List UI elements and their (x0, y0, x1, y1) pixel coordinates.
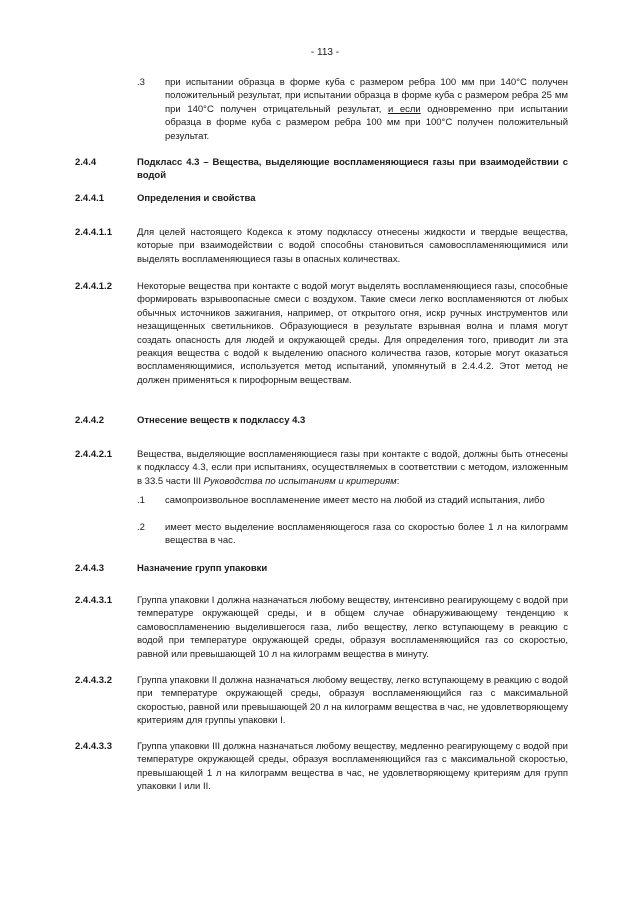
paragraph-number: 2.4.4.3.2 (75, 675, 112, 686)
paragraph-text: Для целей настоящего Кодекса к этому подклассу отнесены жидкости и твердые вещества, которые при взаимодействии с водой способны становиться самовоспламеняющимися или выделять воспламеняющиеся газы в опасных количествах. (137, 227, 568, 265)
paragraph-2-4-4-3-1 (75, 594, 568, 661)
paragraph-2-4-4-3-2 (75, 674, 568, 728)
list-item-label: .2 (137, 522, 145, 533)
text-part: одновременно при испытании образца в форме куба с размером ребра 100 мм при 100°C получен положительный результат. (165, 103, 568, 142)
section-number: 2.4.4.3 (75, 563, 105, 574)
text-part: при испытании образца в форме куба с размером ребра 100 мм при 140°C получен положительный результат, при испытании образца в форме куба с размером ребра 25 мм при 140°C получен отрицательный результат, (165, 77, 568, 115)
paragraph-number: 2.4.4.1.1 (75, 227, 112, 238)
list-item-3 (137, 76, 568, 143)
paragraph-2-4-4-2-1 (75, 448, 568, 488)
paragraph-2-4-4-3-3 (75, 740, 568, 794)
list-item-text: самопроизвольное воспламенение имеет место на любой из стадий испытания, либо (165, 495, 545, 506)
section-title: Отнесение веществ к подклассу 4.3 (137, 415, 306, 426)
paragraph-text: Некоторые вещества при контакте с водой могут выделять воспламеняющиеся газы, способные формировать взрывоопасные смеси с воздухом. Такие смеси легко воспламеняются от любых обычных источников зажигания, например, от открытого огня, искр ручных инструментов или незащищенных светильников. Образующиеся в результате взрывная волна и пламя могут создать опасность для людей и окружающей среды. Для определения того, приводит ли эта реакция вещества с водой к выделению опасного количества газов, которые могут оказаться воспламеняющимися, используется метод испытаний, упомянутый в 2.4.4.2. Этот метод не должен применяться к пирофорным веществам. (137, 281, 568, 386)
section-number: 2.4.4.2 (75, 415, 105, 426)
paragraph-number: 2.4.4.3.1 (75, 595, 112, 606)
section-2-4-4-2-heading (75, 414, 568, 427)
section-2-4-4-3-heading (75, 562, 568, 575)
paragraph-2-4-4-1-1 (75, 226, 568, 266)
list-item-label: .1 (137, 495, 145, 506)
page-number: - 113 - (310, 47, 340, 58)
paragraph-text: Группа упаковки II должна назначаться любому веществу, легко вступающему в реакцию с водой при температуре окружающей среды, образуя воспламеняющийся газ с максимальной скоростью, равной или превышающей 20 л на килограмм вещества в час, не удовлетворяющему критериям для группы упаковки I. (137, 675, 568, 727)
text-part: Вещества, выделяющие воспламеняющиеся газы при контакте с водой, должны быть отнесены к подклассу 4.3, если при испытаниях, осуществляемых в соответствии с методом, изложенным в 33.5 части III (137, 449, 568, 487)
paragraph-number: 2.4.4.3.3 (75, 741, 112, 752)
section-2-4-4-heading (75, 156, 568, 183)
paragraph-number: 2.4.4.1.2 (75, 281, 112, 292)
paragraph-2-4-4-1-2 (75, 280, 568, 387)
paragraph-number: 2.4.4.2.1 (75, 449, 112, 460)
section-title: Подкласс 4.3 – Вещества, выделяющие воспламеняющиеся газы при взаимодействии с водой (137, 157, 568, 182)
criterion-2 (137, 521, 568, 548)
text-part: : (396, 475, 400, 487)
underlined-text: и если (387, 103, 421, 115)
italic-title: Руководства по испытаниям и критериям (203, 475, 397, 487)
paragraph-text: Группа упаковки III должна назначаться любому веществу, медленно реагирующему с водой при температуре окружающей среды, образуя воспламеняющийся газ с максимальной скоростью, превышающей 1 л на килограмм вещества в час, не удовлетворяющему критериям для групп упаковки I или II. (137, 741, 568, 793)
list-item-text (165, 76, 568, 143)
list-item-label: .3 (137, 77, 145, 88)
list-item-text: имеет место выделение воспламеняющегося газа со скоростью более 1 л на килограмм вещества в час. (165, 522, 568, 547)
section-number: 2.4.4 (75, 157, 97, 168)
section-2-4-4-1-heading (75, 192, 568, 205)
criterion-1 (137, 494, 568, 507)
section-title: Определения и свойства (137, 193, 256, 204)
section-number: 2.4.4.1 (75, 193, 105, 204)
paragraph-text (137, 448, 568, 488)
section-title: Назначение групп упаковки (137, 563, 268, 574)
paragraph-text: Группа упаковки I должна назначаться любому веществу, интенсивно реагирующему с водой при температуре окружающей среды, и в общем случае обнаруживающему тенденцию к самовоспламенению выделившегося газа, либо веществу, легко вступающему в реакцию с водой при температуре окружающей среды, образуя воспламеняющийся газ со скоростью, равной или превышающей 10 л на килограмм вещества в минуту. (137, 595, 568, 660)
